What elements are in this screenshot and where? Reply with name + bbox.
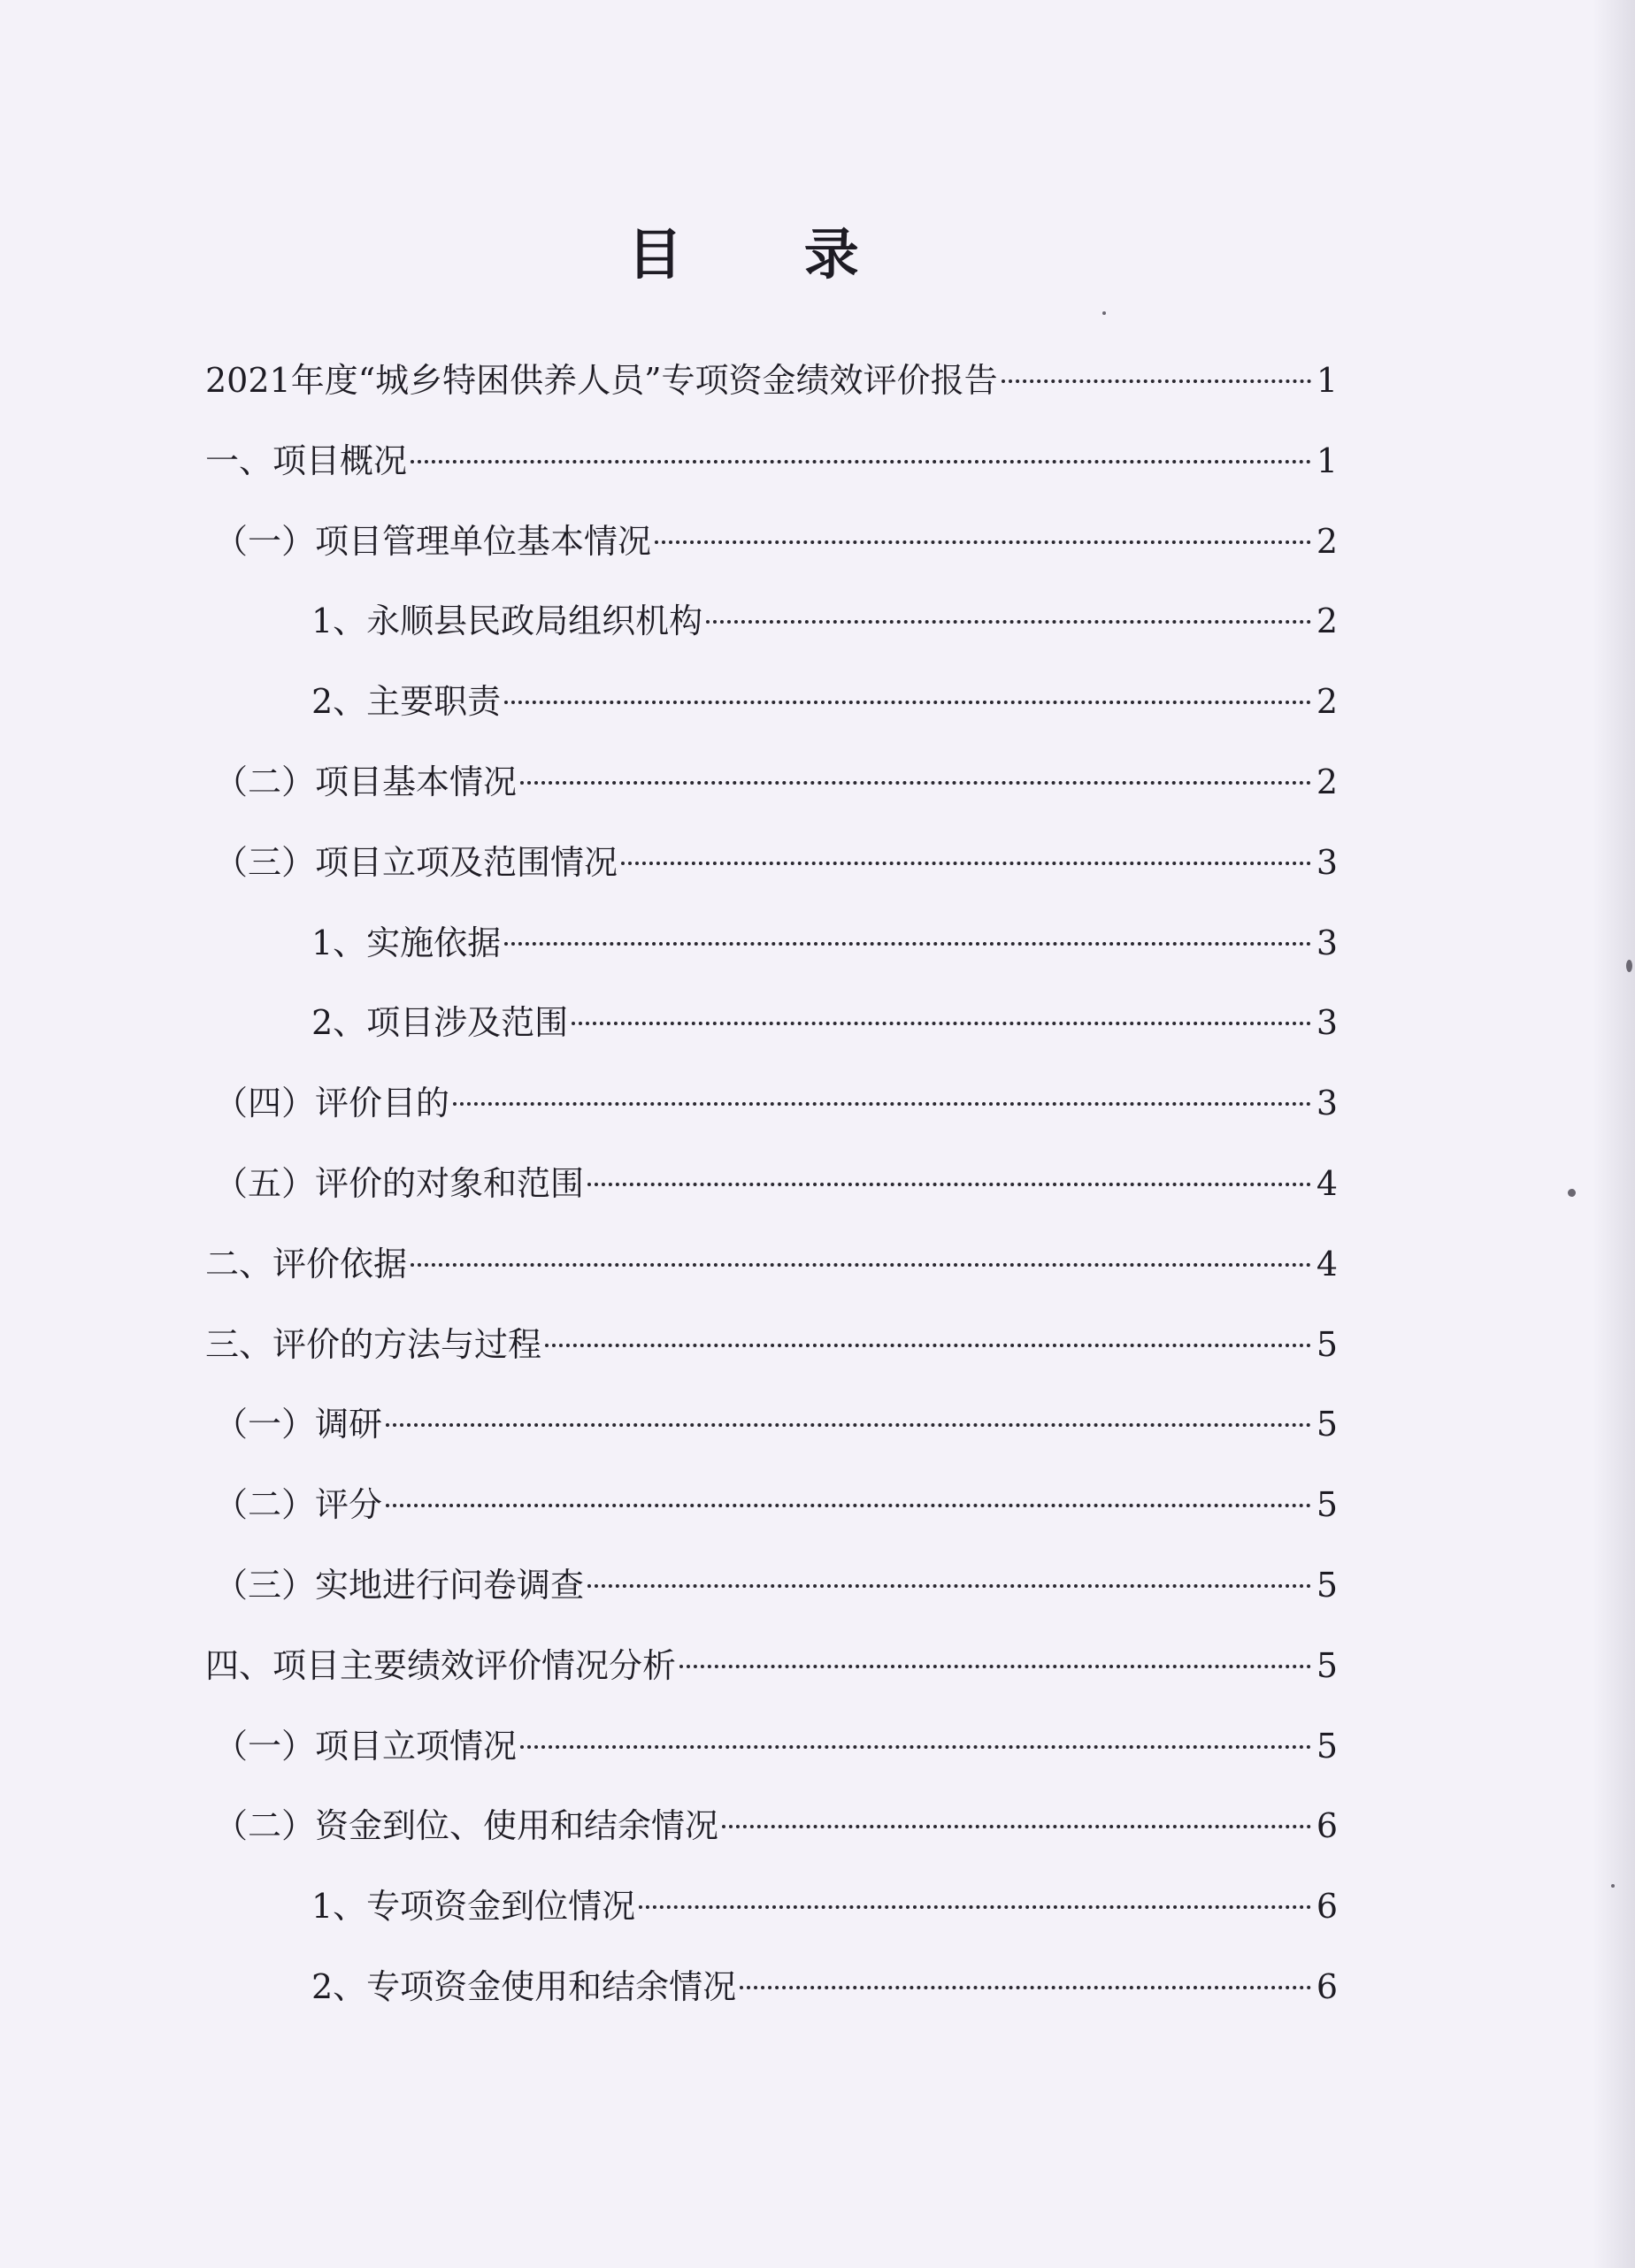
toc-dot-leader: [722, 1825, 1311, 1828]
toc-entry-label: 三、评价的方法与过程: [205, 1324, 542, 1364]
toc-dot-leader: [587, 1183, 1311, 1186]
toc-entry[interactable]: [214, 1077, 1338, 1130]
toc-entry[interactable]: [214, 515, 1338, 568]
toc-entry-page-number: 2: [1316, 601, 1338, 641]
toc-entry-label: 2、专项资金使用和结余情况: [311, 1967, 737, 2006]
toc-dot-leader: [572, 1022, 1311, 1025]
toc-dot-leader: [545, 1344, 1311, 1347]
toc-entry[interactable]: [214, 1398, 1338, 1451]
toc-dot-leader: [520, 1745, 1311, 1749]
toc-entry-page-number: 1: [1316, 441, 1338, 480]
toc-entry-page-number: 6: [1316, 1967, 1338, 2006]
toc-entry[interactable]: [214, 1157, 1338, 1210]
scan-speck: [1611, 1884, 1615, 1888]
toc-dot-leader: [504, 942, 1311, 946]
toc-dot-leader: [520, 781, 1311, 785]
toc-entry[interactable]: [311, 996, 1338, 1049]
toc-entry-page-number: 5: [1316, 1405, 1338, 1444]
toc-entry-label: 1、永顺县民政局组织机构: [311, 601, 703, 641]
toc-entry-page-number: 3: [1316, 1084, 1338, 1123]
toc-entry[interactable]: [214, 1720, 1338, 1773]
toc-dot-leader: [411, 1263, 1311, 1267]
toc-entry-label: 2、项目涉及范围: [311, 1003, 569, 1043]
toc-entry-page-number: 5: [1316, 1645, 1338, 1685]
page-title: 目 录: [627, 222, 910, 287]
toc-entry[interactable]: [214, 1559, 1338, 1612]
toc-dot-leader: [655, 540, 1311, 544]
toc-entry-page-number: 2: [1316, 762, 1338, 801]
toc-entry[interactable]: [311, 1960, 1338, 2013]
toc-entry[interactable]: [205, 1237, 1338, 1291]
toc-entry-label: 2021年度“城乡特困供养人员”专项资金绩效评价报告: [205, 361, 998, 400]
toc-entry[interactable]: [311, 1880, 1338, 1933]
toc-entry-page-number: 5: [1316, 1726, 1338, 1766]
toc-dot-leader: [639, 1905, 1311, 1909]
toc-dot-leader: [740, 1986, 1311, 1989]
toc-entry-label: （二）资金到位、使用和结余情况: [214, 1806, 719, 1846]
toc-entry-page-number: 5: [1316, 1324, 1338, 1364]
toc-entry-label: 1、实施依据: [311, 923, 502, 962]
toc-entry-page-number: 3: [1316, 923, 1338, 962]
toc-dot-leader: [386, 1423, 1311, 1427]
toc-entry-page-number: 5: [1316, 1485, 1338, 1525]
scan-speck: [1102, 311, 1106, 315]
toc-entry-label: （一）项目管理单位基本情况: [214, 521, 652, 561]
toc-entry-label: （三）项目立项及范围情况: [214, 842, 618, 882]
toc-dot-leader: [621, 862, 1311, 865]
toc-entry[interactable]: [214, 755, 1338, 808]
toc-entry-label: 一、项目概况: [205, 441, 408, 480]
toc-entry[interactable]: [214, 836, 1338, 889]
toc-entry-page-number: 3: [1316, 842, 1338, 882]
toc-dot-leader: [411, 460, 1311, 464]
toc-entry-page-number: 2: [1316, 521, 1338, 561]
toc-entry-page-number: 6: [1316, 1806, 1338, 1846]
scan-speck: [1626, 960, 1632, 972]
toc-dot-leader: [504, 701, 1311, 704]
toc-dot-leader: [679, 1665, 1311, 1668]
scan-speck: [1568, 1189, 1576, 1197]
toc-entry[interactable]: [205, 1639, 1338, 1692]
toc-entry-label: （一）调研: [214, 1405, 383, 1444]
toc-entry-page-number: 2: [1316, 682, 1338, 722]
toc-entry-label: 2、主要职责: [311, 682, 502, 722]
toc-entry-page-number: 5: [1316, 1566, 1338, 1605]
toc-entry[interactable]: [214, 1799, 1338, 1852]
toc-entry[interactable]: [205, 434, 1338, 487]
toc-entry-label: 四、项目主要绩效评价情况分析: [205, 1645, 677, 1685]
toc-entry-label: （二）评分: [214, 1485, 383, 1525]
toc-dot-leader: [706, 620, 1311, 624]
toc-entry[interactable]: [311, 675, 1338, 728]
toc-entry-page-number: 4: [1316, 1164, 1338, 1203]
toc-entry-label: （三）实地进行问卷调查: [214, 1566, 585, 1605]
toc-entry-page-number: 4: [1316, 1244, 1338, 1283]
toc-entry-page-number: 6: [1316, 1887, 1338, 1927]
toc-dot-leader: [587, 1584, 1311, 1588]
scan-edge-shadow: [1593, 0, 1635, 2268]
toc-entry-label: （一）项目立项情况: [214, 1726, 518, 1766]
toc-dot-leader: [1002, 379, 1311, 383]
toc-entry-label: （四）评价目的: [214, 1084, 450, 1123]
toc-entry-label: （五）评价的对象和范围: [214, 1164, 585, 1203]
toc-entry-page-number: 3: [1316, 1003, 1338, 1043]
toc-entry-label: 二、评价依据: [205, 1244, 408, 1283]
toc-dot-leader: [453, 1102, 1311, 1106]
toc-entry[interactable]: [214, 1478, 1338, 1531]
toc-dot-leader: [386, 1504, 1311, 1507]
toc-entry[interactable]: [205, 1318, 1338, 1371]
toc-entry[interactable]: [205, 354, 1338, 407]
toc-entry[interactable]: [311, 594, 1338, 647]
toc-entry-label: 1、专项资金到位情况: [311, 1887, 636, 1927]
toc-entry-label: （二）项目基本情况: [214, 762, 518, 801]
toc-entry-page-number: 1: [1316, 361, 1338, 400]
toc-entry[interactable]: [311, 916, 1338, 969]
